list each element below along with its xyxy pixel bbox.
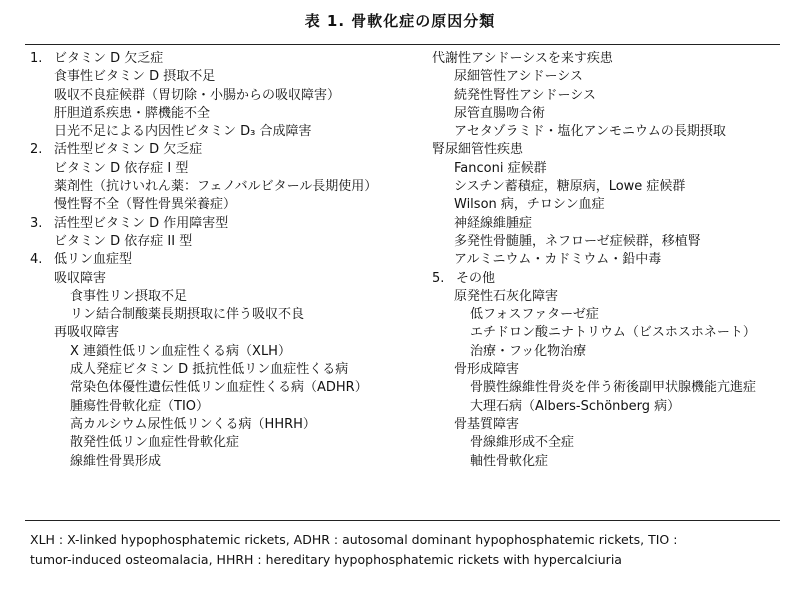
item-text: その他 [456, 270, 496, 286]
left-list-item [30, 123, 420, 141]
item-number: 4. [30, 252, 43, 268]
item-text: アルミニウム・カドミウム・鉛中毒 [454, 252, 662, 268]
item-text: 低リン血症型 [54, 252, 133, 268]
item-text: 慢性腎不全（腎性骨異栄養症） [54, 197, 237, 213]
item-text: 腎尿細管性疾患 [432, 142, 524, 158]
item-text: X 連鎖性低リン血症性くる病（XLH） [70, 343, 291, 359]
item-text: 大理石病（Albers-Schönberg 病） [470, 398, 681, 414]
item-text: 骨線維形成不全症 [470, 435, 575, 451]
item-text: 線維性骨異形成 [70, 453, 162, 469]
left-list-item [30, 361, 420, 379]
right-list-item [432, 178, 787, 196]
table-title: 表 1. 骨軟化症の原因分類 [304, 12, 496, 30]
item-text: 活性型ビタミン D 作用障害型 [54, 215, 229, 231]
item-text: 吸収障害 [54, 270, 107, 286]
item-text: 食事性ビタミン D 摂取不足 [54, 69, 216, 85]
item-text: 日光不足による内因性ビタミン D₃ 合成障害 [54, 124, 312, 140]
item-text: エチドロン酸ニナトリウム（ビスホスホネート） [470, 325, 756, 341]
left-list-item [30, 324, 420, 342]
left-list-item [30, 215, 420, 233]
right-list-item [432, 416, 787, 434]
item-text: 神経線維腫症 [454, 215, 533, 231]
item-text: Wilson 病，チロシン血症 [454, 197, 605, 213]
right-list-item [432, 50, 787, 68]
left-list-item [30, 398, 420, 416]
item-text: 骨膜性線維性骨炎を伴う術後副甲状腺機能亢進症 [470, 380, 757, 396]
right-list-item [432, 434, 787, 452]
item-text: 成人発症ビタミン D 抵抗性低リン血症性くる病 [70, 362, 349, 378]
item-text: 骨形成障害 [454, 362, 520, 378]
left-list-item [30, 416, 420, 434]
right-list-item [432, 123, 787, 141]
right-list-item [432, 251, 787, 269]
item-text: 食事性リン摂取不足 [70, 288, 188, 304]
right-list-item [432, 361, 787, 379]
left-list-item [30, 87, 420, 105]
item-number: 1. [30, 51, 43, 66]
right-list-item [432, 215, 787, 233]
item-text: 肝胆道系疾患・膵機能不全 [54, 105, 211, 121]
left-list-item [30, 434, 420, 452]
item-text: リン結合制酸薬長期摂取に伴う吸収不良 [70, 307, 305, 323]
item-text: 活性型ビタミン D 欠乏症 [54, 142, 203, 158]
left-column [30, 50, 420, 471]
left-list-item [30, 288, 420, 306]
left-list-item [30, 233, 420, 251]
item-text: ビタミン D 依存症 I 型 [54, 160, 189, 176]
left-list-item [30, 453, 420, 471]
item-text: 薬剤性（抗けいれん薬：フェノバルビタール長期使用） [54, 179, 378, 195]
left-list-item [30, 196, 420, 214]
footnote [30, 530, 780, 570]
item-text: 再吸収障害 [54, 325, 120, 341]
left-list-item [30, 178, 420, 196]
right-list-item [432, 233, 787, 251]
right-list-item [432, 68, 787, 86]
right-list-item [432, 196, 787, 214]
left-list-item [30, 343, 420, 361]
left-list-item [30, 105, 420, 123]
left-list-item [30, 251, 420, 269]
right-list-item [432, 398, 787, 416]
item-text: 腫瘍性骨軟化症（TIO） [70, 398, 210, 414]
item-text: 低フォスファターゼ症 [470, 307, 599, 323]
item-text: 尿管直腸吻合術 [454, 105, 546, 121]
footnote-line-1: XLH : X-linked hypophosphatemic rickets, ADHR : autosomal dominant hypophosphatemic rickets, TIO : [30, 532, 678, 547]
left-list-item [30, 270, 420, 288]
right-list-item [432, 453, 787, 471]
item-text: 治療・フッ化物治療 [470, 343, 587, 359]
right-list-item [432, 343, 787, 361]
left-list-item [30, 306, 420, 324]
item-text: 吸収不良症候群（胃切除・小腸からの吸収障害） [54, 87, 341, 103]
right-list-item [432, 379, 787, 397]
left-list-item [30, 50, 420, 68]
top-rule [25, 44, 780, 45]
item-text: 軸性骨軟化症 [470, 453, 549, 469]
item-text: 骨基質障害 [454, 416, 520, 432]
item-text: Fanconi 症候群 [454, 160, 547, 176]
item-text: 高カルシウム尿性低リンくる病（HHRH） [70, 416, 316, 432]
right-list-item [432, 141, 787, 159]
item-number: 5. [432, 270, 445, 286]
right-list-item [432, 87, 787, 105]
item-text: 代謝性アシドーシスを来す疾患 [432, 51, 613, 66]
right-list-item [432, 270, 787, 288]
footnote-line-2: tumor-induced osteomalacia, HHRH : hereditary hypophosphatemic rickets with hypercalciuria [30, 552, 622, 567]
item-number: 2. [30, 142, 43, 158]
item-text: 続発性腎性アシドーシス [454, 87, 596, 103]
item-text: 尿細管性アシドーシス [454, 69, 583, 85]
right-column [432, 50, 787, 471]
item-text: アセタゾラミド・塩化アンモニウムの長期摂取 [454, 124, 726, 140]
left-list-item [30, 379, 420, 397]
item-text: 多発性骨髄腫，ネフローゼ症候群，移植腎 [454, 233, 701, 249]
right-list-item [432, 105, 787, 123]
right-list-item [432, 160, 787, 178]
right-list-item [432, 288, 787, 306]
right-list-item [432, 324, 787, 342]
item-text: 原発性石灰化障害 [454, 288, 559, 304]
bottom-rule [25, 520, 780, 521]
left-list-item [30, 68, 420, 86]
item-text: 散発性低リン血症性骨軟化症 [70, 435, 240, 451]
left-list-item [30, 141, 420, 159]
item-text: ビタミン D 欠乏症 [54, 51, 164, 66]
left-list-item [30, 160, 420, 178]
item-text: ビタミン D 依存症 II 型 [54, 233, 193, 249]
item-number: 3. [30, 215, 43, 231]
item-text: シスチン蓄積症，糖原病，Lowe 症候群 [454, 179, 686, 195]
right-list-item [432, 306, 787, 324]
item-text: 常染色体優性遺伝性低リン血症性くる病（ADHR） [70, 380, 368, 396]
